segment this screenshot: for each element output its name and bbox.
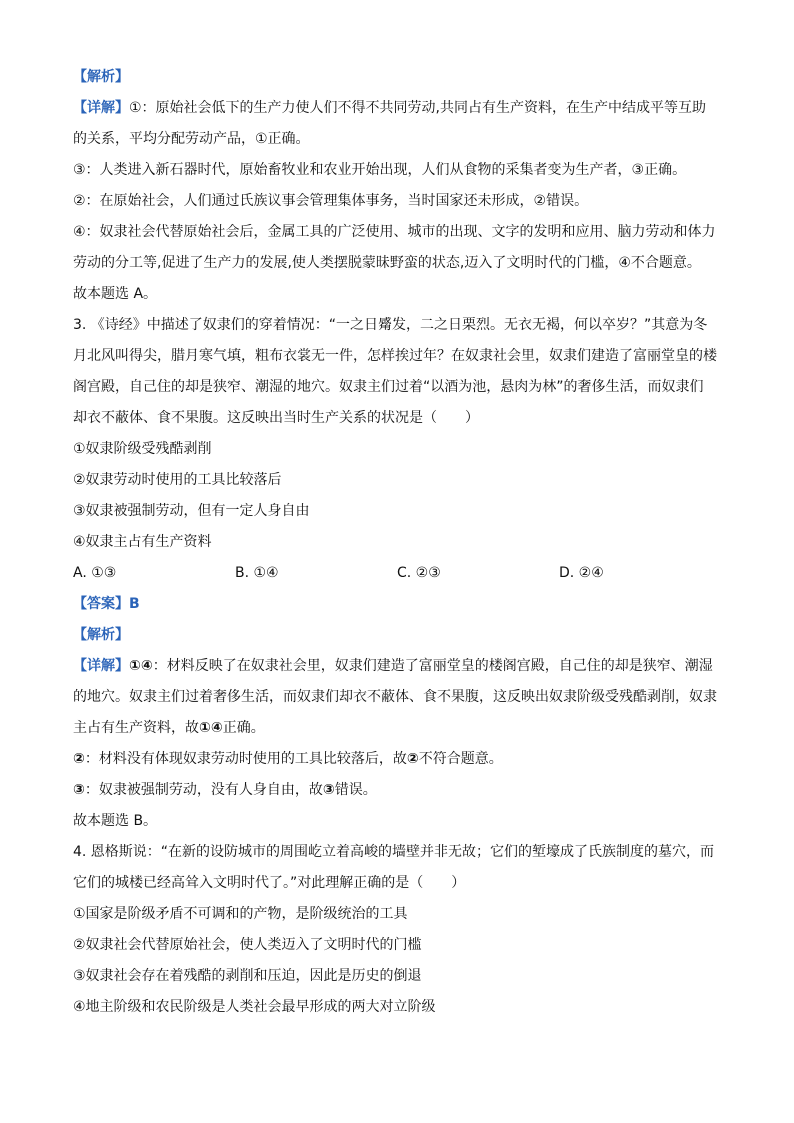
- analysis-heading: 【解析】: [73, 69, 129, 85]
- marker: ①④: [199, 720, 223, 736]
- option-c: C. ②③: [397, 565, 441, 581]
- detail-tag: 【详解】: [73, 100, 129, 116]
- text-line: ④：奴隶社会代替原始社会后，金属工具的广泛使用、城市的出现、文字的发明和应用、脑力劳动和体力: [73, 224, 716, 240]
- text-span: 错误。: [334, 782, 377, 798]
- answer-options: [73, 558, 723, 589]
- statement-2: ②奴隶社会代替原始社会，使人类迈入了文明时代的门槛: [73, 937, 422, 953]
- statement-1: ①国家是阶级矛盾不可调和的产物，是阶级统治的工具: [73, 906, 408, 922]
- text-span: 主占有生产资料，故: [73, 720, 199, 736]
- statement-4: ④地主阶级和农民阶级是人类社会最早形成的两大对立阶级: [73, 999, 436, 1015]
- text-line: ②：在原始社会，人们通过氏族议事会管理集体事务，当时国家还未形成，②错误。: [73, 193, 589, 209]
- statement-1: ①奴隶阶级受残酷剥削: [73, 441, 212, 457]
- detail-text: ①：原始社会低下的生产力使人们不得不共同劳动,共同占有生产资料，在生产中结成平等互助: [129, 100, 706, 116]
- text-span: 不符合题意。: [418, 751, 503, 767]
- text-line: 却衣不蔽体、食不果腹。这反映出当时生产关系的状况是（ ）: [73, 410, 479, 426]
- marker: ②: [73, 751, 85, 767]
- text-span: ：奴隶被强制劳动，没有人身自由，故: [84, 782, 323, 798]
- statement-3: ③奴隶社会存在着残酷的剥削和压迫，因此是历史的倒退: [73, 968, 422, 984]
- question-4-stem: 4. 恩格斯说：“在新的设防城市的周围屹立着高峻的墙壁并非无故；它们的堑壕成了氏族制度的墓穴，而: [73, 844, 715, 860]
- text-line: ③：人类进入新石器时代，原始畜牧业和农业开始出现，人们从食物的采集者变为生产者，③正确。: [73, 162, 687, 178]
- detail-paragraph-line: [73, 651, 723, 682]
- statement-2: ②奴隶劳动时使用的工具比较落后: [73, 472, 282, 488]
- text-span: ：材料没有体现奴隶劳动时使用的工具比较落后，故: [84, 751, 407, 767]
- text-line: 的地穴。奴隶主们过着奢侈生活，而奴隶们却衣不蔽体、食不果腹，这反映出奴隶阶级受残酷剥削，奴隶: [73, 689, 717, 705]
- answer-line: 【答案】B: [73, 596, 140, 612]
- text-line: 月北风叫得尖，腊月寒气填，粗布衣裳无一件，怎样挨过年？在奴隶社会里，奴隶们建造了富丽堂皇的楼: [73, 348, 717, 364]
- text-line: 劳动的分工等,促进了生产力的发展,使人类摆脱蒙昧野蛮的状态,迈入了文明时代的门槛，④不合题意。: [73, 255, 701, 271]
- detail-marker: ①④: [129, 658, 153, 674]
- option-d: D. ②④: [559, 565, 604, 581]
- detail-text: ：材料反映了在奴隶社会里，奴隶们建造了富丽堂皇的楼阁宫殿，自己住的却是狭窄、潮湿: [152, 658, 713, 674]
- marker: ③: [73, 782, 85, 798]
- text-line: [73, 744, 723, 775]
- analysis-heading: 【解析】: [73, 627, 129, 643]
- question-3-stem: 3. 《诗经》中描述了奴隶们的穿着情况：“一之日觱发，二之日栗烈。无衣无褐，何以卒岁？”其意为冬: [73, 317, 708, 333]
- text-line: 的关系，平均分配劳动产品，①正确。: [73, 131, 310, 147]
- statement-4: ④奴隶主占有生产资料: [73, 534, 212, 550]
- text-line: 阁宫殿，自己住的却是狭窄、潮湿的地穴。奴隶主们过着“以酒为池，悬肉为林”的奢侈生活，而奴隶们: [73, 379, 704, 395]
- detail-paragraph-line: [73, 93, 723, 124]
- conclusion-line: 故本题选 B。: [73, 813, 158, 829]
- text-span: 正确。: [222, 720, 265, 736]
- marker: ②: [406, 751, 419, 767]
- marker: ③: [322, 782, 335, 798]
- document-page: [73, 62, 723, 1023]
- conclusion-line: 故本题选 A。: [73, 286, 158, 302]
- text-line: [73, 775, 723, 806]
- detail-tag: 【详解】: [73, 658, 129, 674]
- text-line: [73, 713, 723, 744]
- text-line: 它们的城楼已经高耸入文明时代了。”对此理解正确的是（ ）: [73, 875, 466, 891]
- option-a: A. ①③: [73, 565, 117, 581]
- statement-3: ③奴隶被强制劳动，但有一定人身自由: [73, 503, 310, 519]
- option-b: B. ①④: [235, 565, 279, 581]
